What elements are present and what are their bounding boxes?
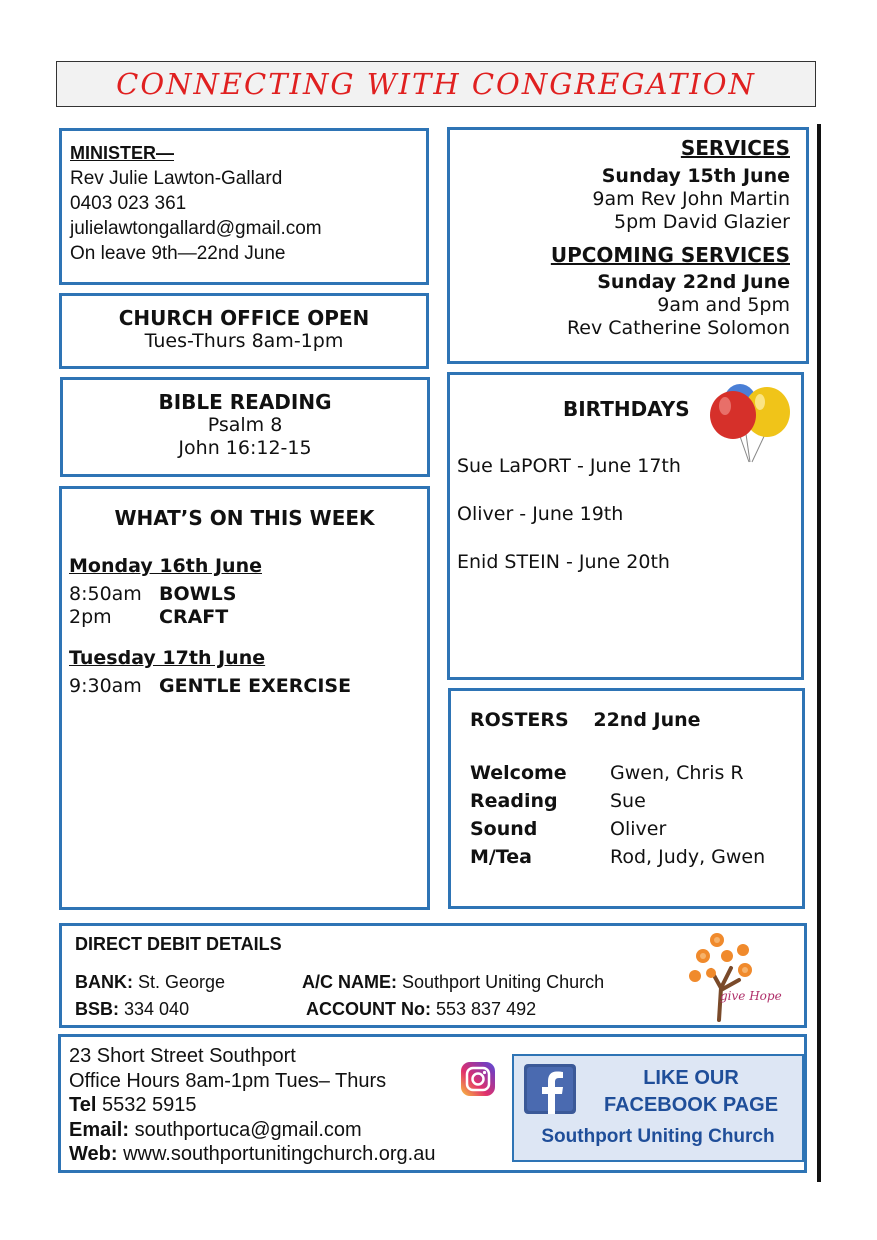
rosters-date: 22nd June	[593, 709, 701, 731]
facebook-line-1: LIKE OUR	[643, 1067, 739, 1089]
whats-on-heading: WHAT’S ON THIS WEEK	[114, 506, 375, 530]
event-row	[69, 583, 351, 606]
roster-names: Gwen, Chris R	[610, 762, 744, 784]
email-value[interactable]: southportuca@gmail.com	[134, 1118, 362, 1141]
minister-leave-note: On leave 9th—22nd June	[70, 243, 286, 264]
bible-reading-1: Psalm 8	[207, 414, 283, 436]
event-row	[69, 675, 351, 698]
event-name: CRAFT	[159, 606, 229, 628]
upcoming-services-date: Sunday 22nd June	[597, 271, 790, 293]
event-name: GENTLE EXERCISE	[159, 675, 352, 697]
birthday-entry: Oliver - June 19th	[457, 503, 624, 525]
office-hours: Tues-Thurs 8am-1pm	[144, 330, 344, 352]
vertical-divider	[817, 124, 821, 1182]
office-heading: CHURCH OFFICE OPEN	[118, 306, 370, 330]
debit-heading: DIRECT DEBIT DETAILS	[75, 934, 282, 954]
acno-value: 553 837 492	[436, 999, 537, 1019]
bible-heading: BIBLE READING	[158, 390, 332, 414]
balloons-icon	[705, 382, 795, 467]
give-hope-logo	[687, 928, 787, 1026]
roster-names: Sue	[610, 790, 646, 812]
bank-label: BANK:	[75, 972, 133, 992]
roster-row	[470, 815, 765, 843]
instagram-icon[interactable]	[460, 1061, 496, 1097]
event-row	[69, 606, 351, 629]
minister-box	[59, 128, 429, 285]
birthdays-heading: BIRTHDAYS	[563, 397, 690, 421]
roster-role: Reading	[470, 790, 558, 812]
roster-names: Oliver	[610, 818, 667, 840]
acname-value: Southport Uniting Church	[402, 972, 605, 992]
email-label: Email:	[69, 1118, 130, 1141]
roster-names: Rod, Judy, Gwen	[610, 846, 766, 868]
upcoming-service-line: Rev Catherine Solomon	[566, 317, 790, 339]
tel-value[interactable]: 5532 5915	[101, 1094, 197, 1116]
day-heading-tuesday: Tuesday 17th June	[69, 647, 266, 669]
minister-name: Rev Julie Lawton-Gallard	[70, 168, 283, 189]
service-line: 9am Rev John Martin	[592, 188, 790, 210]
event-name: BOWLS	[159, 583, 237, 605]
page-title: CONNECTING WITH CONGREGATION	[116, 67, 756, 101]
event-time: 2pm	[69, 606, 112, 628]
bible-reading-box	[60, 377, 430, 477]
roster-role: M/Tea	[470, 846, 532, 868]
birthday-entry: Enid STEIN - June 20th	[457, 551, 670, 573]
office-hours-text: Office Hours 8am-1pm Tues– Thurs	[69, 1069, 387, 1092]
bible-reading-2: John 16:12-15	[178, 437, 312, 459]
bank-value: St. George	[138, 972, 226, 992]
services-heading: SERVICES	[680, 136, 790, 160]
minister-phone: 0403 023 361	[70, 193, 187, 214]
whats-on-box	[59, 486, 430, 910]
acno-label: ACCOUNT No:	[306, 999, 431, 1019]
rosters-box	[448, 688, 805, 909]
web-label: Web:	[69, 1143, 118, 1165]
birthdays-box	[447, 372, 804, 680]
facebook-page-name: Southport Uniting Church	[541, 1126, 775, 1147]
bsb-value: 334 040	[124, 999, 190, 1019]
address: 23 Short Street Southport	[69, 1045, 296, 1067]
roster-role: Welcome	[470, 762, 567, 784]
minister-email[interactable]: julielawtongallard@gmail.com	[70, 218, 322, 239]
services-box	[447, 127, 809, 364]
services-date: Sunday 15th June	[601, 165, 790, 187]
facebook-icon	[524, 1064, 576, 1114]
event-time: 9:30am	[69, 675, 142, 697]
roster-role: Sound	[470, 818, 538, 840]
contact-box	[58, 1034, 807, 1173]
web-value[interactable]: www.southportunitingchurch.org.au	[123, 1143, 436, 1165]
acname-label: A/C NAME:	[302, 972, 397, 992]
office-box	[59, 293, 429, 369]
give-hope-text: give Hope	[720, 989, 782, 1003]
page-title-bar	[56, 61, 816, 107]
facebook-panel[interactable]	[512, 1054, 804, 1162]
bsb-label: BSB:	[75, 999, 119, 1019]
upcoming-services-heading: UPCOMING SERVICES	[550, 243, 790, 267]
minister-heading: MINISTER—	[70, 143, 175, 163]
service-line: 5pm David Glazier	[614, 211, 790, 233]
tel-label: Tel	[69, 1094, 97, 1116]
day-heading-monday: Monday 16th June	[69, 555, 262, 577]
upcoming-service-line: 9am and 5pm	[657, 294, 790, 316]
rosters-heading: ROSTERS	[470, 709, 569, 731]
roster-row	[470, 787, 765, 815]
event-time: 8:50am	[69, 583, 142, 605]
facebook-line-2: FACEBOOK PAGE	[603, 1094, 779, 1116]
roster-row	[470, 843, 765, 871]
birthday-entry: Sue LaPORT - June 17th	[457, 455, 681, 477]
roster-row	[470, 759, 765, 787]
direct-debit-box	[59, 923, 807, 1028]
